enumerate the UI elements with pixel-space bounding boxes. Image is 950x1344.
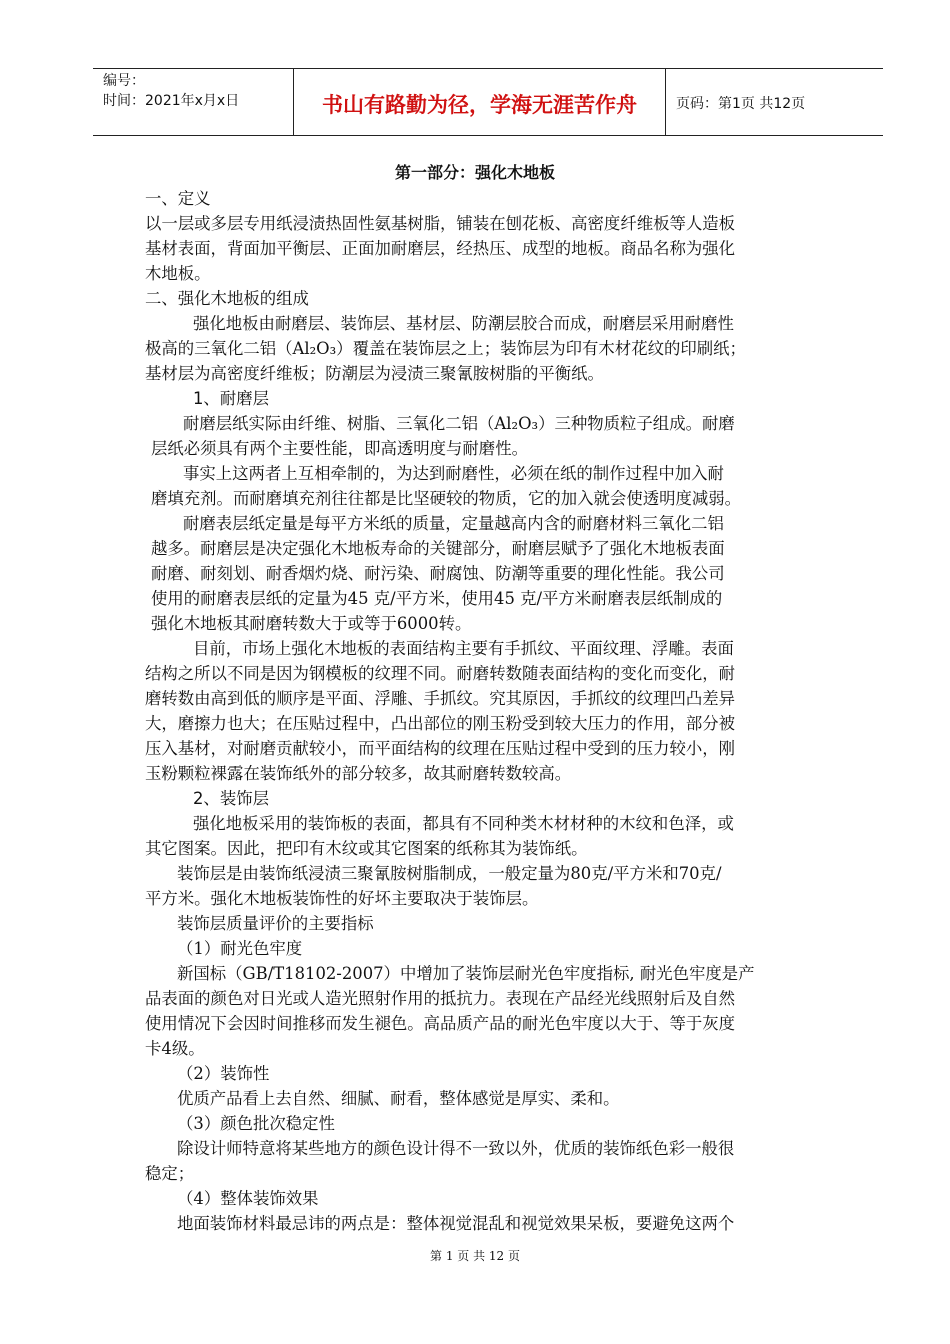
criteria-item-color-stability: （3）颜色批次稳定性: [177, 1114, 335, 1133]
paragraph-line: 木地板。: [145, 264, 211, 283]
criteria-item-overall-effect: （4）整体装饰效果: [177, 1189, 319, 1208]
paragraph-line: 平方米。强化木地板装饰性的好坏主要取决于装饰层。: [145, 889, 539, 908]
paragraph-line: 目前，市场上强化木地板的表面结构主要有手抓纹、平面纹理、浮雕。表面: [193, 639, 734, 658]
header-page-cell: [666, 69, 883, 135]
paragraph-line: 越多。耐磨层是决定强化木地板寿命的关键部分，耐磨层赋予了强化木地板表面: [151, 539, 725, 558]
page-info: 页码：第1页 共12页: [676, 96, 806, 112]
paragraph-line: 耐磨表层纸定量是每平方米纸的质量，定量越高内含的耐磨材料三氧化二铝: [183, 514, 724, 533]
paragraph-line: 基材表面，背面加平衡层、正面加耐磨层，经热压、成型的地板。商品名称为强化: [145, 239, 736, 258]
paragraph-line: 强化地板由耐磨层、装饰层、基材层、防潮层胶合而成，耐磨层采用耐磨性: [193, 314, 734, 333]
paragraph-line: 其它图案。因此，把印有木纹或其它图案的纸称其为装饰纸。: [145, 839, 588, 858]
heading-definition: 一、定义: [145, 189, 211, 208]
page-footer: 第 1 页 共 12 页: [430, 1249, 520, 1263]
heading-composition: 二、强化木地板的组成: [145, 289, 309, 308]
paragraph-line: 基材层为高密度纤维板；防潮层为浸渍三聚氰胺树脂的平衡纸。: [145, 364, 604, 383]
paragraph-line: 使用的耐磨表层纸的定量为45 克/平方米，使用45 克/平方米耐磨表层纸制成的: [151, 589, 723, 608]
motto-text: 书山有路勤为径，学海无涯苦作舟: [322, 93, 637, 117]
header-motto-cell: [294, 69, 666, 135]
time-label: 时间：2021年x月x日: [103, 93, 240, 109]
paragraph-line: 磨填充剂。而耐磨填充剂往往都是比坚硬较的物质，它的加入就会使透明度减弱。: [151, 489, 742, 508]
header-meta-cell: [93, 69, 294, 135]
paragraph-line: 品表面的颜色对日光或人造光照射作用的抵抗力。表现在产品经光线照射后及自然: [145, 989, 736, 1008]
paragraph-line: 强化木地板其耐磨转数大于或等于6000转。: [151, 614, 472, 633]
paragraph-line: 磨转数由高到低的顺序是平面、浮雕、手抓纹。究其原因，手抓纹的纹理凹凸差异: [145, 689, 736, 708]
criteria-item-lightfastness: （1）耐光色牢度: [177, 939, 303, 958]
paragraph-line: 强化地板采用的装饰板的表面，都具有不同种类木材材种的木纹和色泽，或: [193, 814, 734, 833]
paragraph-line: 优质产品看上去自然、细腻、耐看，整体感觉是厚实、柔和。: [177, 1089, 620, 1108]
paragraph-line: 玉粉颗粒裸露在装饰纸外的部分较多，故其耐磨转数较高。: [145, 764, 572, 783]
paragraph-line: 装饰层质量评价的主要指标: [177, 914, 374, 933]
paragraph-line: 装饰层是由装饰纸浸渍三聚氰胺树脂制成，一般定量为80克/平方米和70克/: [177, 864, 722, 883]
paragraph-line: 结构之所以不同是因为钢模板的纹理不同。耐磨转数随表面结构的变化而变化，耐: [145, 664, 736, 683]
subheading-wear-layer: 1、耐磨层: [193, 389, 269, 408]
subheading-decor-layer: 2、装饰层: [193, 789, 269, 808]
paragraph-line: 极高的三氧化二铝（Al₂O₃）覆盖在装饰层之上；装饰层为印有木材花纹的印刷纸；: [145, 339, 746, 358]
number-label: 编号：: [103, 73, 145, 89]
paragraph-line: 大，磨擦力也大；在压贴过程中，凸出部位的刚玉粉受到较大压力的作用，部分被: [145, 714, 736, 733]
criteria-item-decorative: （2）装饰性: [177, 1064, 270, 1083]
paragraph-line: 除设计师特意将某些地方的颜色设计得不一致以外，优质的装饰纸色彩一般很: [177, 1139, 735, 1158]
paragraph-line: 卡4级。: [145, 1039, 205, 1058]
paragraph-line: 压入基材，对耐磨贡献较小，而平面结构的纹理在压贴过程中受到的压力较小，刚: [145, 739, 736, 758]
paragraph-line: 耐磨、耐刻划、耐香烟灼烧、耐污染、耐腐蚀、防潮等重要的理化性能。我公司: [151, 564, 725, 583]
paragraph-line: 以一层或多层专用纸浸渍热固性氨基树脂，铺装在刨花板、高密度纤维板等人造板: [145, 214, 736, 233]
paragraph-line: 耐磨层纸实际由纤维、树脂、三氧化二铝（Al₂O₃）三种物质粒子组成。耐磨: [183, 414, 735, 433]
paragraph-line: 使用情况下会因时间推移而发生褪色。高品质产品的耐光色牢度以大于、等于灰度: [145, 1014, 736, 1033]
paragraph-line: 稳定；: [145, 1164, 195, 1183]
paragraph-line: 事实上这两者上互相牵制的，为达到耐磨性，必须在纸的制作过程中加入耐: [183, 464, 724, 483]
paragraph-line: 层纸必须具有两个主要性能，即高透明度与耐磨性。: [151, 439, 528, 458]
document-header: [93, 68, 883, 136]
paragraph-line: 地面装饰材料最忌讳的两点是：整体视觉混乱和视觉效果呆板，要避免这两个: [177, 1214, 735, 1233]
section-title: 第一部分：强化木地板: [394, 163, 555, 182]
paragraph-line: 新国标（GB/T18102-2007）中增加了装饰层耐光色牢度指标, 耐光色牢度是产: [177, 964, 755, 983]
